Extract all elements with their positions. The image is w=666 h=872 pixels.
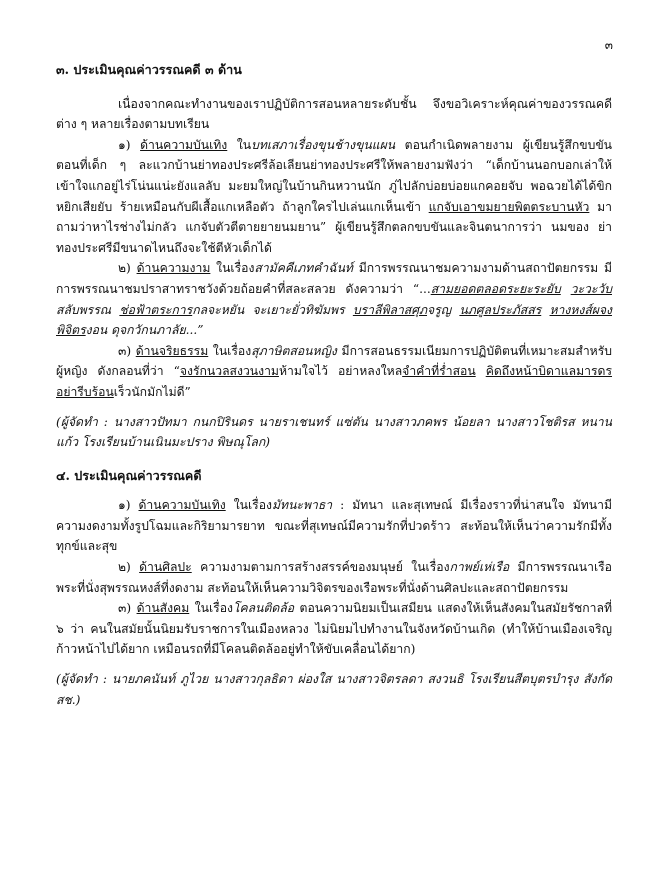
item-number: ๓) xyxy=(118,343,136,358)
item-number: ๑) xyxy=(118,498,139,513)
work-title: สามัคคีเภทคำฉันท์ xyxy=(254,261,353,276)
underlined-phrase: แกจับเอาขมยายพิตตระบานหัว xyxy=(428,199,590,214)
item-number: ๒) xyxy=(118,261,137,276)
quoted-phrase: วะวะวับ xyxy=(570,281,612,296)
quoted-phrase: หางหงส์ผจงพิจิตร xyxy=(56,302,613,338)
item-text xyxy=(561,282,571,296)
section-3-item-3 xyxy=(56,341,612,403)
section-3-item-1 xyxy=(56,135,612,259)
section-4-item-1 xyxy=(56,495,612,557)
underlined-phrase: อย่ารีบร้อน xyxy=(56,384,114,399)
section-3-editors: (ผู้จัดทำ : นางสาวปัทมา กนกปิรินดร นายราเชนทร์ แซ่ตัน นางสาวภคพร น้อยลา นางสาวโชติรส หนานแก้ว โรงเรียนบ้านเนินมะปราง พิษณุโลก) xyxy=(56,414,612,450)
item-text: ในเรื่อง xyxy=(210,261,255,276)
quoted-phrase: สามยอดตลอดระยะระยับ xyxy=(430,281,561,296)
item-text xyxy=(541,303,549,317)
item-text: มีการพรรณนาชมความงามด้านสถาปัตยกรรม มีการพรรณนาชมปราสาทราชวังด้วยถ้อยคำที่สละสลวย ดังความว่า “... xyxy=(56,261,613,296)
section-3-intro: เนื่องจากคณะทำงานของเราปฏิบัติการสอนหลายระดับชั้น จึงขอวิเคราะห์คุณค่าของวรรณคดีต่าง ๆ หลายเรื่องตามบทเรียน xyxy=(56,96,612,132)
item-number: ๑) xyxy=(118,137,141,152)
item-text: ใน xyxy=(227,137,252,152)
underlined-phrase: คิดถึงหน้าบิดาแลมารดร xyxy=(485,364,613,379)
page-number: ๓ xyxy=(604,38,613,52)
item-text xyxy=(476,364,486,378)
item-text: จรูญ xyxy=(427,302,460,317)
section-4-item-3 xyxy=(56,598,612,660)
item-text: เร็วนักมักไม่ดี” xyxy=(113,384,191,399)
quoted-phrase: บราลีพิลาสศุภ xyxy=(352,302,428,317)
section-4-item-2 xyxy=(56,557,612,598)
item-text: ในเรื่อง xyxy=(208,343,252,358)
item-label: ด้านจริยธรรม xyxy=(135,343,209,358)
work-title: สุภาษิตสอนหญิง xyxy=(251,343,337,358)
item-text: ความงามตามการสร้างสรรค์ของมนุษย์ ในเรื่อง xyxy=(191,560,450,575)
item-label: ด้านความงาม xyxy=(136,261,211,276)
item-label: ด้านศิลปะ xyxy=(139,560,192,575)
section-3-heading: ๓. ประเมินคุณค่าวรรณคดี ๓ ด้าน xyxy=(56,62,242,77)
item-label: ด้านความบันเทิง xyxy=(138,498,226,513)
item-label: ด้านความบันเทิง xyxy=(140,137,228,152)
item-label: ด้านสังคม xyxy=(136,601,190,616)
item-text: ตอนความนิยมเป็นเสมียน แสดงให้เห็นสังคมในสมัยรัชกาลที่ ๖ ว่า คนในสมัยนั้นนิยมรับราชการในเมืองหลวง ไม่นิยมไปทำงานในจังหวัดบ้านเกิด (ทำให้บ้านเมืองเจริญก้าวหน้าไปได้ยาก เหมือนรถที่มีโคลนติดล้ออยู่ทำให้ขับเคลื่อนได้ยาก) xyxy=(56,601,613,657)
quoted-phrase: ช่อฟ้าตระการ xyxy=(119,302,193,317)
page-content xyxy=(56,60,612,710)
item-text: งอน ดุจกวักนภาลัย...” xyxy=(85,323,204,338)
section-4-editors: (ผู้จัดทำ : นายภคนันท์ ภูไวย นางสาวกุลธิดา ผ่องใส นางสาวจิตรลดา สงวนธิ โรงเรียนสีตบุตรบำรุง สังกัด สช.) xyxy=(56,672,612,707)
item-text: : มัทนา และสุเทษณ์ มีเรื่องราวที่น่าสนใจ มัทนามีความงดงามทั้งรูปโฉมและกิริยามารยาท ขณะที่สุเทษณ์มีความรักที่ปวดร้าว สะท้อนให้เห็นว่าความรักมีทั้งทุกข์และสุข xyxy=(56,498,612,554)
item-text: ในเรื่อง xyxy=(225,498,272,513)
section-4-heading: ๔. ประเมินคุณค่าวรรณคดี xyxy=(56,467,202,483)
item-text: มีการพรรณนาเรือ พระที่นั่งสุพรรณหงส์ที่งดงาม สะท้อนให้เห็นความวิจิตรของเรือพระที่นั่งด้านศิลปะและสถาปัตยกรรม xyxy=(56,560,612,595)
quoted-phrase: นภศูลประภัสสร xyxy=(459,302,542,317)
item-number: ๒) xyxy=(118,560,140,575)
item-number: ๓) xyxy=(118,601,137,616)
item-text: ห้ามใจไว้ อย่าหลงใหล xyxy=(278,364,403,379)
item-text: สลับพรรณ xyxy=(56,302,120,317)
work-title: มัทนะพาธา xyxy=(272,498,333,513)
item-text: ในเรื่อง xyxy=(189,601,233,616)
section-3-item-2 xyxy=(56,258,612,340)
underlined-phrase: จำคำที่ร่ำสอน xyxy=(402,364,476,379)
item-text: กลจะหยัน จะเยาะยั่วทิฆัมพร xyxy=(192,302,353,317)
underlined-phrase: จงรักนวลสงวนงาม xyxy=(179,364,279,379)
item-text: ตอนกำเนิดพลายงาม ผู้เขียนรู้สึกขบขันตอนที่เด็ก ๆ ละแวกบ้านย่าทองประศรีล้อเลียนย่าทองประศรีให้พลายงามฟังว่า “เด็กบ้านนอกบอกเล่าให้เข้าใจแกอยู่ไร่โน่นแน่ะยังแลลับ มะยมใหญ่ในบ้านกินหวานนัก ภู่ไปลักบ่อยบ่อยแกคอยจับ พอฉวยได้ได้ขิกหยิกเสียยับ ร้ายเหมือนกับผีเสื้อแกเหลือตัว ถ้าลูกใครไปเล่นแกเห็นเข้า xyxy=(56,137,612,214)
item-text: มาถามว่าหาไรช่างไม่กลัว แกจับตัวตีตายยายนมยาน” ผู้เขียนรู้สึกตลกขบขันและจินตนาการว่า นมของ ย่าทองประศรีมีขนาดไหนถึงจะใช้ตีหัวเด็กได้ xyxy=(56,199,612,255)
work-title: โคลนติดล้อ xyxy=(232,601,295,616)
work-title: กาพย์เห่เรือ xyxy=(449,560,510,575)
item-text: มีการสอนธรรมเนียมการปฏิบัติตนที่เหมาะสมสำหรับผู้หญิง ดังกลอนที่ว่า “ xyxy=(56,343,612,379)
work-title: บทเสภาเรื่องขุนช้างขุนแผน xyxy=(251,137,396,152)
